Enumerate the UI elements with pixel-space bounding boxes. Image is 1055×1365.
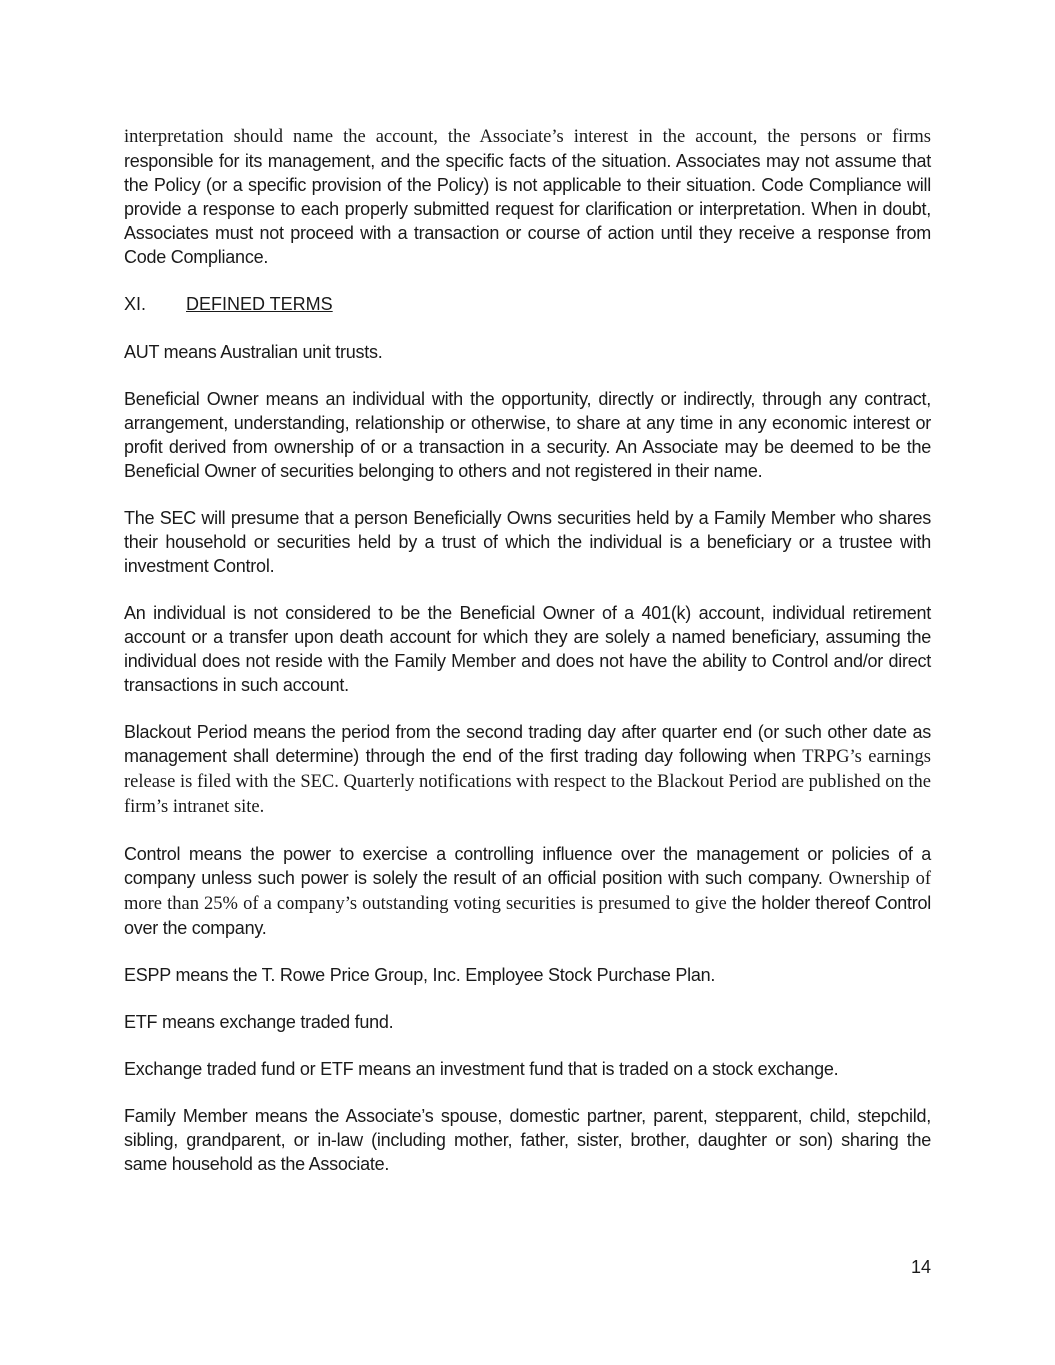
section-number: XI.: [124, 294, 147, 314]
control-serif-text: Ownership of more than 25% of a company’s outstanding voting securities is presumed to give: [124, 869, 931, 914]
definition-exchange-traded-fund: Exchange traded fund or ETF means an investment fund that is traded on a stock exchange.: [124, 1059, 839, 1079]
control-sans-text: Control means the power to exercise a controlling influence over the management or policies of a company unless such power is solely the result of an official position with such company.: [124, 844, 931, 888]
definition-etf: ETF means exchange traded fund.: [124, 1012, 394, 1032]
definition-sec-presumption: The SEC will presume that a person Beneficially Owns securities held by a Family Member who shares their household or securities held by a trust of which the individual is a beneficiary or a trustee with investment Control.: [124, 508, 931, 576]
section-title: DEFINED TERMS: [186, 294, 333, 314]
intro-serif-text: interpretation should name the account, the Associate’s interest in the account, the persons or firms: [124, 127, 931, 147]
definition-control: [124, 842, 931, 940]
section-heading: [124, 292, 931, 316]
definition-espp: ESPP means the T. Rowe Price Group, Inc. Employee Stock Purchase Plan.: [124, 965, 716, 985]
definition-family-member: Family Member means the Associate’s spouse, domestic partner, parent, stepparent, child, stepchild, sibling, grandparent, or in-law (including mother, father, sister, brother, daughter or son) sharing the same household as the Associate.: [124, 1106, 931, 1174]
definition-beneficial-owner: Beneficial Owner means an individual with the opportunity, directly or indirectly, through any contract, arrangement, understanding, relationship or otherwise, to share at any time in any economic interest or profit derived from ownership of or a transaction in a security. An Associate may be deemed to be the Beneficial Owner of securities belonging to others and not registered in their name.: [124, 389, 931, 481]
control-end-text: the holder thereof Control over the company.: [124, 893, 931, 938]
definition-not-beneficial-owner: An individual is not considered to be the Beneficial Owner of a 401(k) account, individual retirement account or a transfer upon death account for which they are solely a named beneficiary, assuming the individual does not reside with the Family Member and does not have the ability to Control and/or direct transactions in such account.: [124, 603, 931, 695]
definition-blackout-period: [124, 720, 931, 819]
blackout-serif-text: TRPG’s earnings release is filed with the SEC. Quarterly notifications with respect to the Blackout Period are published on the firm’s intranet site.: [124, 747, 931, 817]
page-body: [124, 124, 931, 1199]
intro-paragraph: [124, 124, 931, 269]
intro-sans-text: responsible for its management, and the specific facts of the situation. Associates may not assume that the Policy (or a specific provision of the Policy) is not applicable to their situation. Code Compliance will provide a response to each properly submitted request for clarification or interpretation. When in doubt, Associates must not proceed with a transaction or course of action until they receive a response from Code Compliance.: [124, 151, 931, 267]
definition-aut: AUT means Australian unit trusts.: [124, 342, 383, 362]
blackout-sans-text: Blackout Period means the period from the second trading day after quarter end (or such other date as management shall determine) through the end of the first trading day following when: [124, 722, 931, 766]
page-number: 14: [910, 1257, 931, 1277]
